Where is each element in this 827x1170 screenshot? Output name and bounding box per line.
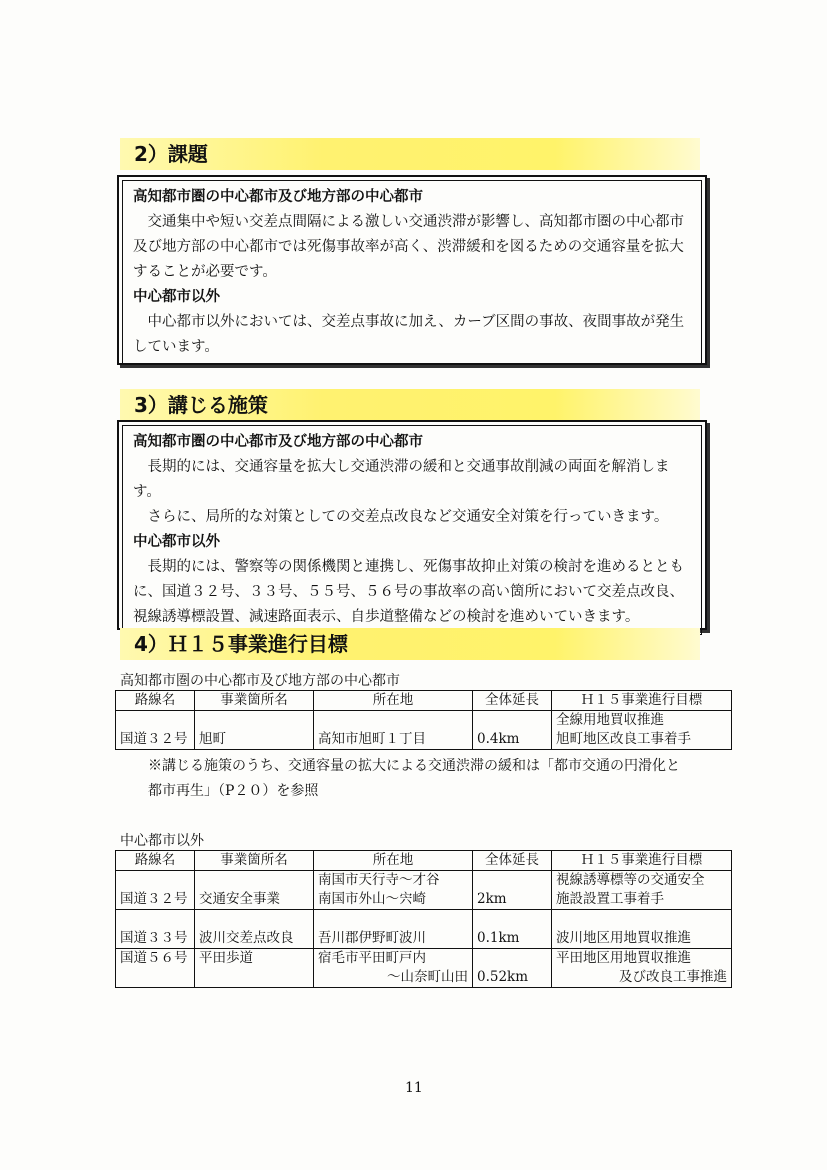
target-line2: 及び改良工事推進	[619, 969, 727, 985]
target-cell: 波川地区用地買収推進	[552, 910, 732, 949]
length-cell: 0.4km	[473, 711, 552, 750]
header-project: 事業箇所名	[195, 691, 314, 711]
section3-para2: 長期的には、警察等の関係機関と連携し、死傷事故抑止対策の検討を進めるとともに、国道３２号、３３号、５５号、５６号の事故率の高い箇所において交差点改良、視線誘導標設置、減速路面表示、自歩道整備などの検討を進めいていきます。	[133, 559, 684, 625]
location-cell	[314, 871, 473, 910]
section3-box-inner	[122, 425, 702, 635]
table1-header-row	[116, 691, 732, 711]
section4-heading: 4）Ｈ１５事業進行目標	[120, 628, 700, 660]
section2-para1: 交通集中や短い交差点間隔による激しい交通渋滞が影響し、高知都市圏の中心都市及び地方部の中心都市では死傷事故率が高く、渋滞緩和を図るための交通容量を拡大することが必要です。	[133, 214, 684, 280]
project-cell: 平田歩道	[195, 949, 314, 988]
target-cell	[552, 711, 732, 750]
section2-para2: 中心都市以外においては、交差点事故に加え、カーブ区間の事故、夜間事故が発生しています。	[133, 314, 685, 355]
section3-para1a: 長期的には、交通容量を拡大し交通渋滞の緩和と交通事故削減の両面を解消します。	[133, 459, 670, 500]
table-row	[116, 949, 732, 988]
section2-box-inner	[122, 180, 702, 365]
length-cell: 2km	[473, 871, 552, 910]
section2-sub2: 中心都市以外	[133, 289, 220, 305]
header-project: 事業箇所名	[195, 851, 314, 871]
table2-caption: 中心都市以外	[120, 833, 204, 849]
section2-box	[117, 175, 707, 365]
location-line2: 南国市外山～宍崎	[318, 891, 426, 907]
route-cell: 国道３２号	[116, 871, 195, 910]
location-line2: ～山奈町山田	[387, 969, 468, 985]
table1	[115, 690, 732, 750]
route-cell: 国道３３号	[116, 910, 195, 949]
header-target: Ｈ１５事業進行目標	[552, 691, 732, 711]
route-cell: 国道５６号	[116, 949, 195, 988]
project-cell: 波川交差点改良	[195, 910, 314, 949]
target-line2: 旭町地区改良工事着手	[556, 731, 691, 747]
header-length: 全体延長	[473, 851, 552, 871]
section2-heading: 2）課題	[120, 138, 700, 170]
target-line1: 全線用地買収推進	[556, 712, 664, 728]
target-line2: 施設設置工事着手	[556, 891, 664, 907]
page-number: 11	[405, 1080, 423, 1096]
target-line1: 平田地区用地買収推進	[556, 950, 691, 966]
note-line2: 都市再生」（P２０）を参照	[148, 783, 319, 799]
location-line1: 宿毛市平田町戸内	[318, 950, 426, 966]
location-line1: 南国市天行寺～才谷	[318, 872, 440, 888]
location-cell	[314, 949, 473, 988]
section3-para1b: さらに、局所的な対策としての交差点改良など交通安全対策を行っていきます。	[147, 509, 669, 525]
table-row	[116, 871, 732, 910]
target-cell	[552, 949, 732, 988]
table-row	[116, 711, 732, 750]
header-location: 所在地	[314, 851, 473, 871]
section3-heading: 3）講じる施策	[120, 389, 700, 421]
header-length: 全体延長	[473, 691, 552, 711]
location-cell: 高知市旭町１丁目	[314, 711, 473, 750]
target-line1: 視線誘導標等の交通安全	[556, 872, 705, 888]
header-route: 路線名	[116, 851, 195, 871]
project-cell: 旭町	[195, 711, 314, 750]
route-cell: 国道３２号	[116, 711, 195, 750]
section3-sub1: 高知都市圏の中心都市及び地方部の中心都市	[133, 434, 423, 450]
header-location: 所在地	[314, 691, 473, 711]
table1-caption: 高知都市圏の中心都市及び地方部の中心都市	[120, 673, 400, 689]
header-route: 路線名	[116, 691, 195, 711]
table-row	[116, 910, 732, 949]
table2-header-row	[116, 851, 732, 871]
location-cell: 吾川郡伊野町波川	[314, 910, 473, 949]
section2-sub1: 高知都市圏の中心都市及び地方部の中心都市	[133, 189, 423, 205]
length-cell: 0.1km	[473, 910, 552, 949]
note	[148, 754, 728, 804]
note-line1: ※講じる施策のうち、交通容量の拡大による交通渋滞の緩和は「都市交通の円滑化と	[148, 758, 680, 774]
target-cell	[552, 871, 732, 910]
length-cell: 0.52km	[473, 949, 552, 988]
project-cell: 交通安全事業	[195, 871, 314, 910]
header-target: Ｈ１５事業進行目標	[552, 851, 732, 871]
table2	[115, 850, 732, 988]
section3-box	[117, 420, 707, 630]
section3-sub2: 中心都市以外	[133, 534, 220, 550]
